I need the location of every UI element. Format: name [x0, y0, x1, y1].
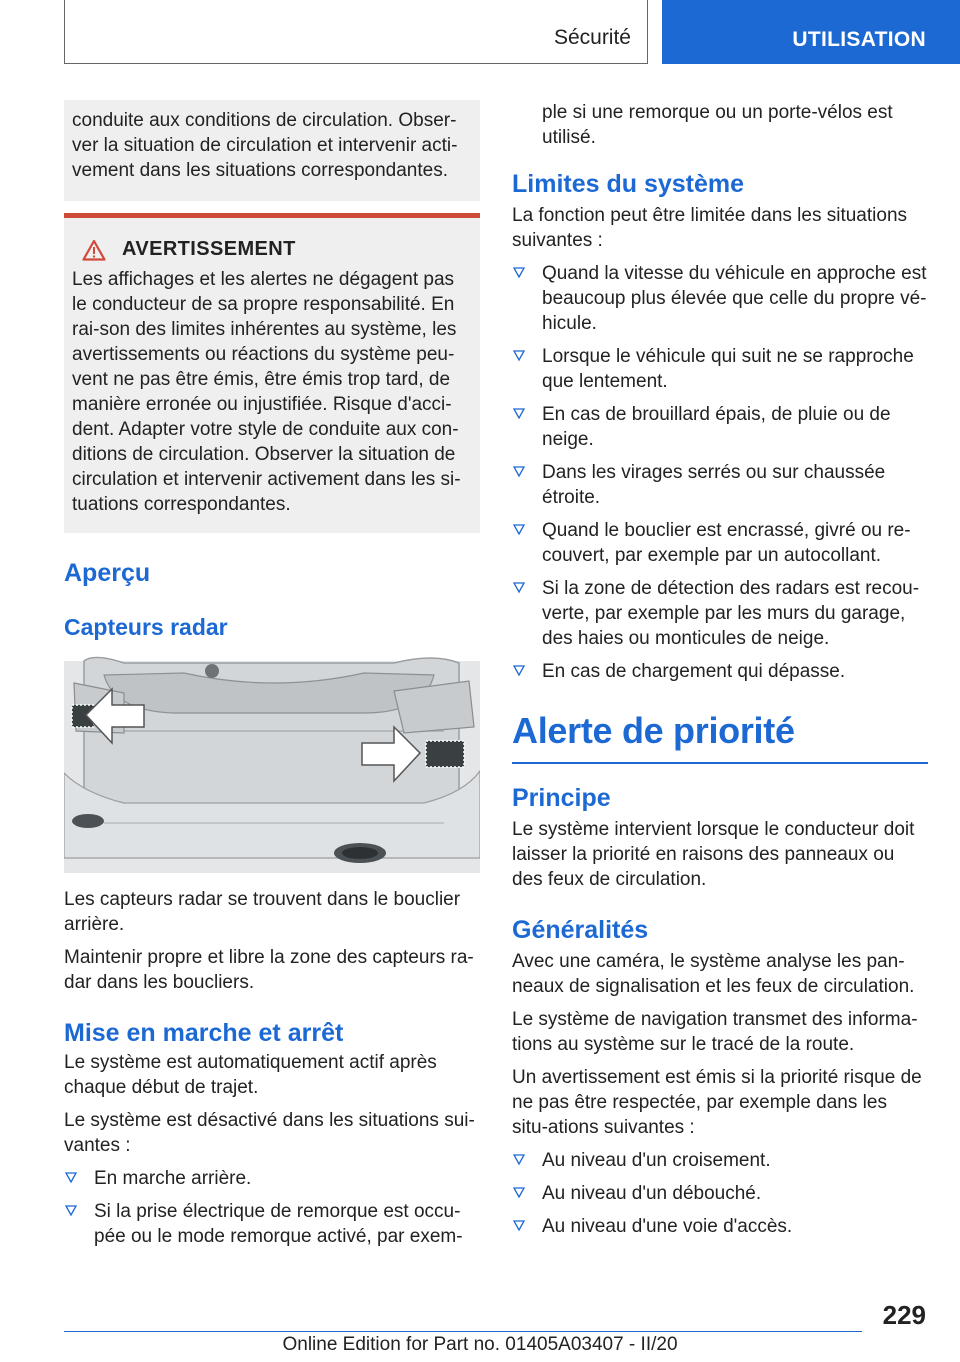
bullet-triangle-icon — [512, 1149, 526, 1169]
info-box-continuation — [64, 100, 480, 201]
onoff-text-1: Le système est automatiquement actif après chaque début de trajet. — [64, 1052, 437, 1098]
list-item — [64, 1166, 480, 1191]
warning-text: Les affichages et les alertes ne dégagent pas le conducteur de sa propre responsabilité. En rai-son des limites inhérentes au système, les avertissements ou réactions du système peu-vent ne pas être émis, être émis trop tard, de manière erronée ou injustifiée. Risque d'acci-dent. Adapter votre style de conduite aux con-ditions de circulation. Observer la situation de circulation et intervenir activement dans les si-tuations correspondantes. — [72, 269, 461, 515]
warning-header — [82, 238, 472, 261]
overview-heading: Aperçu — [64, 559, 151, 587]
principle-text: Le système intervient lorsque le conducteur doit laisser la priorité en raisons des panneaux ou des feux de circulation. — [512, 819, 915, 890]
list-item-text: En marche arrière. — [94, 1168, 252, 1189]
list-item — [512, 261, 928, 336]
list-item — [512, 518, 928, 568]
bullet-triangle-icon — [512, 577, 526, 597]
bullet-triangle-icon — [512, 519, 526, 539]
list-item-text: Lorsque le véhicule qui suit ne se rapproche que lentement. — [542, 346, 914, 392]
header-chapter-tab[interactable] — [662, 0, 960, 64]
list-item — [512, 1181, 928, 1206]
list-item — [512, 1148, 928, 1173]
limits-heading: Limites du système — [512, 170, 745, 198]
list-item-text: Dans les virages serrés ou sur chaussée étroite. — [542, 462, 886, 508]
bullet-triangle-icon — [512, 461, 526, 481]
list-item — [512, 402, 928, 452]
bullet-triangle-icon — [512, 403, 526, 423]
onoff-bullet-list — [64, 1166, 480, 1249]
bullet-triangle-icon — [64, 1167, 78, 1187]
warning-triangle-icon — [82, 239, 106, 261]
bullet-triangle-icon — [64, 1200, 78, 1220]
bullet-triangle-icon — [512, 1215, 526, 1235]
header-section-box — [64, 0, 648, 64]
radar-maintenance-text: Maintenir propre et libre la zone des capteurs ra-dar dans les boucliers. — [64, 947, 474, 993]
limits-intro: La fonction peut être limitée dans les situations suivantes : — [512, 205, 908, 251]
bullet-triangle-icon — [512, 1182, 526, 1202]
warning-title: AVERTISSEMENT — [122, 238, 296, 260]
list-item — [512, 460, 928, 510]
list-item — [512, 576, 928, 651]
priority-heading: Alerte de priorité — [512, 710, 795, 751]
general-bullet-list — [512, 1148, 928, 1239]
list-item-text: En cas de chargement qui dépasse. — [542, 661, 846, 682]
radar-location-text: Les capteurs radar se trouvent dans le bouclier arrière. — [64, 889, 461, 935]
list-item-text: Si la prise électrique de remorque est occu-pée ou le mode remorque activé, par exem- — [94, 1201, 463, 1247]
header-chapter-title: UTILISATION — [792, 28, 926, 51]
left-column — [64, 100, 480, 1257]
brand-logo — [205, 664, 219, 678]
onoff-heading: Mise en marche et arrêt — [64, 1019, 344, 1047]
bullet-triangle-icon — [512, 262, 526, 282]
priority-heading-block — [512, 710, 928, 764]
right-radar-sensor — [426, 741, 464, 767]
warning-box — [64, 213, 480, 533]
list-item-text: Quand la vitesse du véhicule en approche est beaucoup plus élevée que celle du propre vé-hicule. — [542, 263, 927, 334]
list-item-text: Au niveau d'un croisement. — [542, 1150, 771, 1171]
list-item-text: Au niveau d'une voie d'accès. — [542, 1216, 793, 1237]
list-item-text: Quand le bouclier est encrassé, givré ou re-couvert, par exemple par un autocollant. — [542, 520, 911, 566]
list-item — [512, 659, 928, 684]
bullet-triangle-icon — [512, 345, 526, 365]
list-item — [512, 1214, 928, 1239]
continuation-text: ple si une remorque ou un porte-vélos est utilisé. — [542, 102, 893, 148]
limits-bullet-list — [512, 261, 928, 684]
info-box-text: conduite aux conditions de circulation. Obser- ver la situation de circulation et intervenir acti- vement dans les situations correspondantes. — [72, 110, 458, 181]
list-item — [64, 1199, 480, 1249]
principle-heading: Principe — [512, 784, 611, 812]
footer-edition: Online Edition for Part no. 01405A03407 - II/20 — [282, 1334, 678, 1355]
page-number: 229 — [882, 1300, 926, 1330]
list-item-text: Au niveau d'un débouché. — [542, 1183, 762, 1204]
onoff-text-2: Le système est désactivé dans les situations sui-vantes : — [64, 1110, 475, 1156]
right-column — [512, 100, 928, 1247]
general-text-2: Le système de navigation transmet des informa-tions au système sur le tracé de la route. — [512, 1009, 918, 1055]
footer-divider — [64, 1331, 862, 1332]
bullet-triangle-icon — [512, 660, 526, 680]
general-text-3: Un avertissement est émis si la priorité risque de ne pas être respectée, par exemple dans les situ-ations suivantes : — [512, 1067, 922, 1138]
list-item-text: Si la zone de détection des radars est recou-verte, par exemple par les murs du garage, des haies ou monticules de neige. — [542, 578, 920, 649]
general-heading: Généralités — [512, 916, 649, 944]
general-text-1: Avec une caméra, le système analyse les pan-neaux de signalisation et les feux de circulation. — [512, 951, 915, 997]
radar-sensors-heading: Capteurs radar — [64, 614, 228, 640]
list-item — [512, 344, 928, 394]
header-section-title: Sécurité — [553, 26, 631, 49]
list-item-text: En cas de brouillard épais, de pluie ou de neige. — [542, 404, 891, 450]
rear-bumper-radar-figure — [64, 653, 480, 873]
